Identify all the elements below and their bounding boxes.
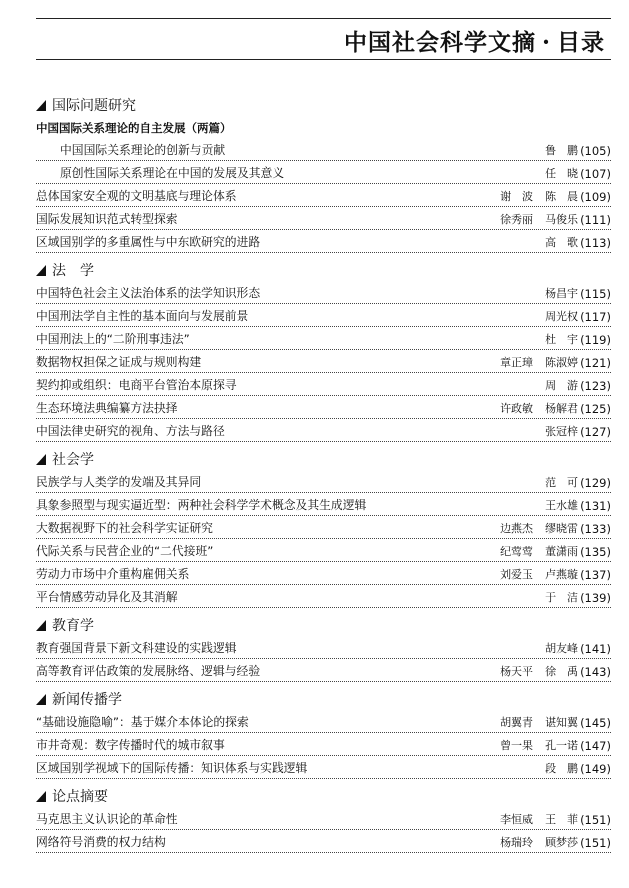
entry-authors <box>533 142 578 160</box>
entry-title: 劳动力市场中介重构雇佣关系 <box>36 567 190 581</box>
toc-section <box>36 94 611 253</box>
toc-entry[interactable] <box>36 807 611 830</box>
author-name: 顾梦莎 <box>545 836 579 849</box>
page-number: (143) <box>580 665 611 679</box>
author-name: 高 歌 <box>545 236 579 249</box>
toc-entry[interactable] <box>36 562 611 585</box>
page-number: (123) <box>580 379 611 393</box>
entry-authors <box>533 234 578 252</box>
author-name: 缪晓雷 <box>545 522 579 535</box>
entry-authors <box>533 285 578 303</box>
author-name: 胡友峰 <box>545 642 579 655</box>
toc-entry[interactable] <box>36 304 611 327</box>
author-name: 马俊乐 <box>545 213 579 226</box>
entry-authors <box>533 640 578 658</box>
journal-name: 中国社会科学文摘 <box>343 29 536 56</box>
author-name: 杨瑞玲 <box>500 836 534 849</box>
entry-title: 中国特色社会主义法治体系的法学知识形态 <box>36 286 261 300</box>
page-number: (139) <box>580 591 611 605</box>
entry-title: 中国国际关系理论的创新与贡献 <box>60 143 226 157</box>
entry-authors <box>533 760 578 778</box>
entry-title: 中国刑法学自主性的基本面向与发展前景 <box>36 309 249 323</box>
triangle-bullet-icon <box>36 100 46 111</box>
page-number: (151) <box>580 836 611 850</box>
author-name: 徐 禹 <box>545 665 579 678</box>
author-name: 王水雄 <box>545 499 579 512</box>
page-number: (149) <box>580 762 611 776</box>
toc-entry[interactable] <box>36 207 611 230</box>
section-heading-text: 国际问题研究 <box>52 98 136 114</box>
entry-title: 代际关系与民营企业的“二代接班” <box>36 544 214 558</box>
author-name: 卢燕璇 <box>545 568 579 581</box>
entry-title: 具象参照型与现实逼近型：两种社会科学学术概念及其生成逻辑 <box>36 498 367 512</box>
author-name: 谢 波 <box>500 190 534 203</box>
section-heading <box>36 785 611 807</box>
entry-authors <box>533 165 578 183</box>
author-name: 曾一果 <box>500 739 534 752</box>
author-name: 陈 晨 <box>545 190 579 203</box>
section-name: 目录 <box>557 29 605 56</box>
toc-entry[interactable] <box>36 184 611 207</box>
author-name: 杜 宇 <box>545 333 579 346</box>
author-name: 范 可 <box>545 476 579 489</box>
entry-title: “基础设施隐喻”：基于媒介本体论的探索 <box>36 715 249 729</box>
entry-title: 总体国家安全观的文明基底与理论体系 <box>36 189 237 203</box>
toc-entry[interactable] <box>36 419 611 442</box>
page-number: (119) <box>580 333 611 347</box>
author-name: 徐秀丽 <box>500 213 534 226</box>
author-name: 章正璋 <box>500 356 534 369</box>
page-number: (147) <box>580 739 611 753</box>
entry-title: 区域国别学的多重属性与中东欧研究的进路 <box>36 235 261 249</box>
page-number: (125) <box>580 402 611 416</box>
author-name: 于 洁 <box>545 591 579 604</box>
toc-entry[interactable] <box>36 636 611 659</box>
entry-authors <box>533 308 578 326</box>
author-name: 边燕杰 <box>500 522 534 535</box>
section-heading <box>36 614 611 636</box>
entry-authors <box>488 543 578 561</box>
page-number: (105) <box>580 144 611 158</box>
page-number: (151) <box>580 813 611 827</box>
toc-entry[interactable] <box>36 830 611 853</box>
entry-title: 区域国别学视域下的国际传播：知识体系与实践逻辑 <box>36 761 308 775</box>
author-name: 鲁 鹏 <box>545 144 579 157</box>
toc-entry[interactable] <box>36 138 611 161</box>
entry-authors <box>488 211 578 229</box>
entry-authors <box>488 188 578 206</box>
toc-entry[interactable] <box>36 539 611 562</box>
section-heading <box>36 688 611 710</box>
page-number: (135) <box>580 545 611 559</box>
entry-title: 市井奇观：数字传播时代的城市叙事 <box>36 738 225 752</box>
table-of-contents <box>36 94 611 859</box>
entry-title: 教育强国背景下新文科建设的实践逻辑 <box>36 641 237 655</box>
section-heading-text: 社会学 <box>52 452 94 468</box>
page-number: (111) <box>580 213 611 227</box>
entry-title: 大数据视野下的社会科学实证研究 <box>36 521 213 535</box>
author-name: 胡翼青 <box>500 716 534 729</box>
page-number: (137) <box>580 568 611 582</box>
author-name: 杨解君 <box>545 402 579 415</box>
toc-entry[interactable] <box>36 756 611 779</box>
section-heading-text: 教育学 <box>52 618 94 634</box>
entry-authors <box>488 737 578 755</box>
toc-entry[interactable] <box>36 373 611 396</box>
entry-authors <box>533 497 578 515</box>
section-heading <box>36 94 611 116</box>
toc-section <box>36 448 611 608</box>
entry-authors <box>488 354 578 372</box>
page-number: (133) <box>580 522 611 536</box>
triangle-bullet-icon <box>36 265 46 276</box>
toc-section <box>36 785 611 853</box>
author-name: 陈淑婷 <box>545 356 579 369</box>
entry-authors <box>533 331 578 349</box>
author-name: 纪莺莺 <box>500 545 534 558</box>
author-name: 段 鹏 <box>545 762 579 775</box>
toc-entry[interactable] <box>36 230 611 253</box>
toc-entry[interactable] <box>36 516 611 539</box>
toc-entry[interactable] <box>36 161 611 184</box>
author-name: 杨天平 <box>500 665 534 678</box>
journal-title <box>344 24 605 57</box>
entry-title: 马克思主义认识论的革命性 <box>36 812 178 826</box>
author-name: 谌知翼 <box>545 716 579 729</box>
toc-entry[interactable] <box>36 659 611 682</box>
section-heading <box>36 259 611 281</box>
page-number: (115) <box>580 287 611 301</box>
entry-authors <box>488 520 578 538</box>
toc-entry[interactable] <box>36 710 611 733</box>
toc-entry[interactable] <box>36 470 611 493</box>
page-number: (117) <box>580 310 611 324</box>
toc-entry[interactable] <box>36 281 611 304</box>
entry-authors <box>533 423 578 441</box>
entry-title: 契约抑或组织：电商平台管治本原探寻 <box>36 378 237 392</box>
page-number: (129) <box>580 476 611 490</box>
author-name: 李恒威 <box>500 813 534 826</box>
author-name: 孔一诺 <box>545 739 579 752</box>
entry-authors <box>488 834 578 852</box>
toc-group-title[interactable] <box>36 116 611 138</box>
entry-authors <box>488 400 578 418</box>
section-heading <box>36 448 611 470</box>
entry-authors <box>533 474 578 492</box>
entry-title: 生态环境法典编纂方法抉择 <box>36 401 178 415</box>
page-number: (127) <box>580 425 611 439</box>
author-name: 王 菲 <box>545 813 579 826</box>
author-name: 许政敏 <box>500 402 534 415</box>
author-name: 周 游 <box>545 379 579 392</box>
toc-section <box>36 259 611 442</box>
triangle-bullet-icon <box>36 791 46 802</box>
entry-title: 中国法律史研究的视角、方法与路径 <box>36 424 225 438</box>
section-heading-text: 论点摘要 <box>52 789 108 805</box>
author-name: 任 晓 <box>545 167 579 180</box>
toc-section <box>36 688 611 779</box>
toc-entry[interactable] <box>36 327 611 350</box>
entry-title: 高等教育评估政策的发展脉络、逻辑与经验 <box>36 664 261 678</box>
author-name: 张冠梓 <box>545 425 579 438</box>
triangle-bullet-icon <box>36 620 46 631</box>
toc-entry[interactable] <box>36 585 611 608</box>
toc-entry[interactable] <box>36 350 611 373</box>
toc-entry[interactable] <box>36 733 611 756</box>
entry-title: 数据物权担保之证成与规则构建 <box>36 355 202 369</box>
page-number: (131) <box>580 499 611 513</box>
entry-authors <box>533 589 578 607</box>
entry-authors <box>488 566 578 584</box>
entry-title: 中国国际关系理论的自主发展（两篇） <box>36 121 232 135</box>
entry-authors <box>533 377 578 395</box>
toc-entry[interactable] <box>36 493 611 516</box>
page-number: (109) <box>580 190 611 204</box>
title-separator: · <box>541 29 551 56</box>
page-header <box>36 18 611 60</box>
section-heading-text: 法 学 <box>52 263 94 279</box>
entry-title: 中国刑法上的“二阶刑事违法” <box>36 332 190 346</box>
page-number: (121) <box>580 356 611 370</box>
entry-title: 平台情感劳动异化及其消解 <box>36 590 178 604</box>
entry-authors <box>488 811 578 829</box>
entry-authors <box>488 714 578 732</box>
page-number: (141) <box>580 642 611 656</box>
page-number: (145) <box>580 716 611 730</box>
section-heading-text: 新闻传播学 <box>52 692 122 708</box>
triangle-bullet-icon <box>36 454 46 465</box>
page-number: (113) <box>580 236 611 250</box>
author-name: 杨昌宇 <box>545 287 579 300</box>
page-number: (107) <box>580 167 611 181</box>
entry-authors <box>488 663 578 681</box>
author-name: 董潇雨 <box>545 545 579 558</box>
triangle-bullet-icon <box>36 694 46 705</box>
author-name: 周光权 <box>545 310 579 323</box>
toc-entry[interactable] <box>36 396 611 419</box>
entry-title: 民族学与人类学的发端及其异同 <box>36 475 202 489</box>
entry-title: 国际发展知识范式转型探索 <box>36 212 178 226</box>
entry-title: 原创性国际关系理论在中国的发展及其意义 <box>60 166 285 180</box>
toc-section <box>36 614 611 682</box>
author-name: 刘爱玉 <box>500 568 534 581</box>
entry-title: 网络符号消费的权力结构 <box>36 835 166 849</box>
